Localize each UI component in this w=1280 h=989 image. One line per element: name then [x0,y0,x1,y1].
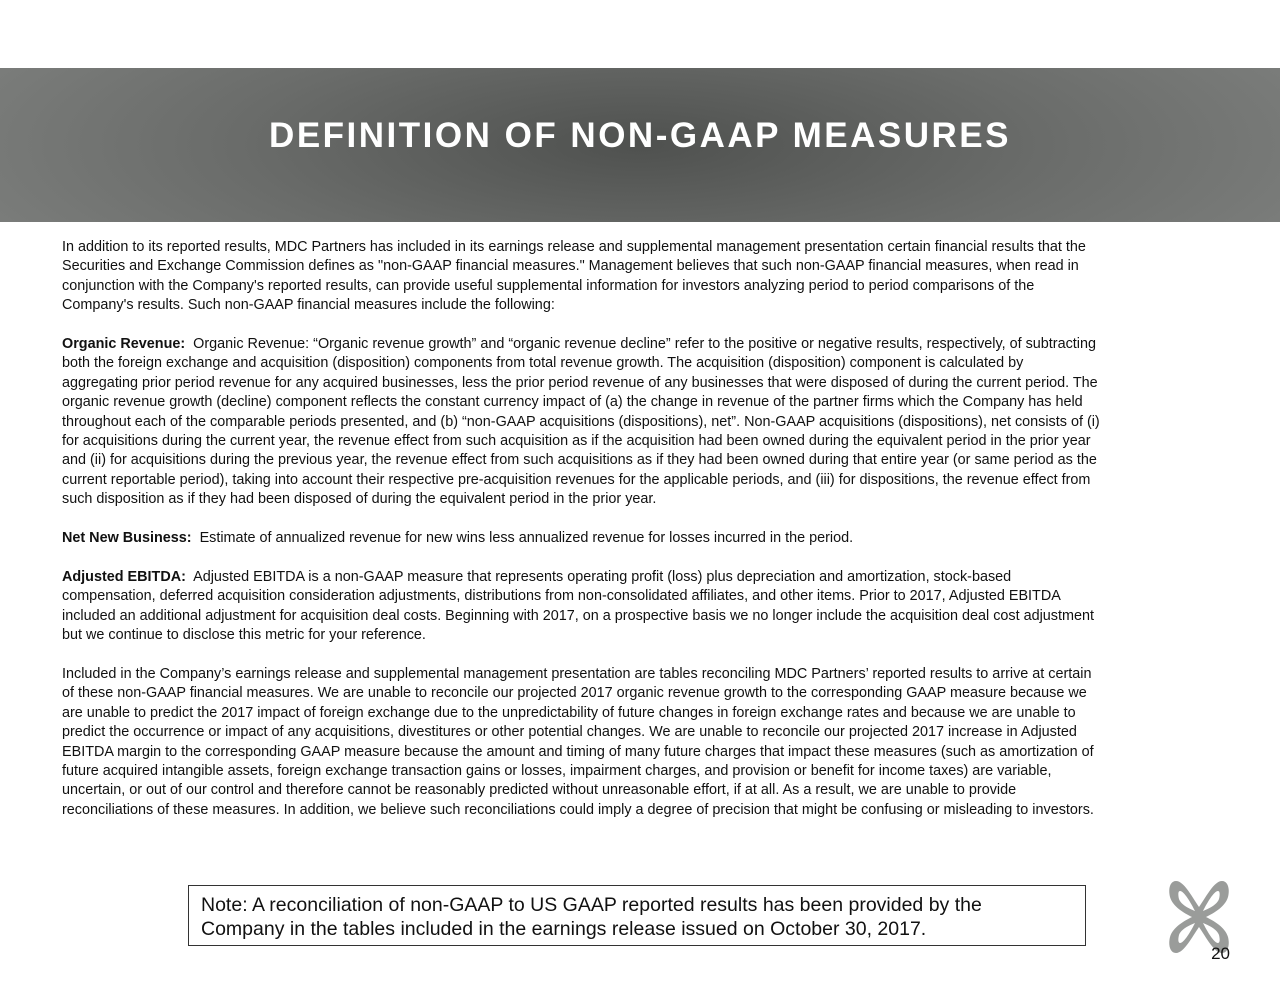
organic-revenue-line: current reportable period), taking into account their respective pre-acquisition revenues for the applicable periods, and (iii) for dispositions, the revenue effect from [62,471,1091,488]
intro-line: conjunction with the Company's reported results, can provide useful supplemental information for investors analyzing period to period comparisons of the [62,277,1035,294]
reconciliation-line: Included in the Company’s earnings release and supplemental management presentation are tables reconciling MDC Partners’ reported results to arrive at certain [62,665,1092,682]
net-new-business-line: Estimate of annualized revenue for new wins less annualized revenue for losses incurred in the period. [199,530,854,547]
organic-revenue-line: both the foreign exchange and acquisition (disposition) components from total revenue growth. The acquisition (disposition) component is calculated by [62,355,1024,372]
reconciliation-paragraph [62,665,1222,820]
organic-revenue-line: Organic Revenue: “Organic revenue growth” and “organic revenue decline” refer to the positive or negative results, respectively, of subtracting [193,336,1096,353]
organic-revenue-term: Organic Revenue: [62,336,186,353]
net-new-business-paragraph [62,529,1222,548]
note-line: Company in the tables included in the earnings release issued on October 30, 2017. [201,918,927,940]
reconciliation-line: of these non-GAAP financial measures. We are unable to reconcile our projected 2017 organic revenue growth to the corresponding GAAP measure because we [62,685,1087,702]
organic-revenue-line: throughout each of the comparable periods presented, and (b) “non-GAAP acquisitions (dispositions), net”. Non-GAAP acquisitions (dispositions), net consists of (i) [62,413,1100,430]
reconciliation-line: future acquired intangible assets, foreign exchange transaction gains or losses, impairment charges, and provision or benefit for income taxes) are variable, [62,762,1052,779]
note-box [188,885,1086,946]
reconciliation-line: uncertain, or out of our control and therefore cannot be reasonably predicted without unreasonable effort, if at all. As a result, we are unable to provide [62,782,1017,799]
adjusted-ebitda-paragraph [62,568,1222,646]
adjusted-ebitda-term: Adjusted EBITDA: [62,568,186,585]
organic-revenue-paragraph [62,335,1222,510]
adjusted-ebitda-line: Adjusted EBITDA is a non-GAAP measure that represents operating profit (loss) plus depreciation and amortization, stock-based [193,568,1012,585]
organic-revenue-line: and (ii) for acquisitions during the previous year, the revenue effect from such acquisitions as if they had been owned during that entire year (or same period as the [62,452,1097,469]
net-new-business-term: Net New Business: [62,530,192,547]
intro-line: Company's results. Such non-GAAP financial measures include the following: [62,297,555,314]
organic-revenue-line: for acquisitions during the current year, the revenue effect from such acquisition as if the acquisition had been owned during the equivalent period in the prior year [62,433,1091,450]
reconciliation-line: reconciliations of these measures. In addition, we believe such reconciliations could imply a degree of precision that might be confusing or misleading to investors. [62,801,1094,818]
reconciliation-line: predict the occurrence or impact of any acquisitions, divestitures or other potential changes. We are unable to reconcile our projected 2017 increase in Adjusted [62,724,1077,741]
reconciliation-line: are unable to predict the 2017 impact of foreign exchange due to the unpredictability of future changes in foreign exchange rates and because we are unable to [62,704,1076,721]
note-line: Note: A reconciliation of non-GAAP to US GAAP reported results has been provided by the [201,894,982,916]
body-text [62,238,1222,840]
organic-revenue-line: organic revenue growth (decline) component reflects the constant currency impact of (a) the change in revenue of the partner firms which the Company has held [62,394,1083,411]
adjusted-ebitda-line: included an additional adjustment for acquisition deal costs. Beginning with 2017, on a prospective basis we no longer include the acquisition deal cost adjustment [62,607,1094,624]
reconciliation-line: EBITDA margin to the corresponding GAAP measure because the amount and timing of many future charges that impact these measures (such as amortization of [62,743,1094,760]
organic-revenue-line: such disposition as if they had been disposed of during the equivalent period in the prior year. [62,491,657,508]
intro-line: Securities and Exchange Commission defines as "non-GAAP financial measures." Management believes that such non-GAAP financial measures, when read in [62,258,1079,275]
organic-revenue-line: aggregating prior period revenue for any acquired businesses, less the prior period revenue of any businesses that were disposed of during the current period. The [62,374,1098,391]
page-number: 20 [1211,944,1230,963]
adjusted-ebitda-line: compensation, deferred acquisition consideration adjustments, distributions from non-consolidated affiliates, and other items. Prior to 2017, Adjusted EBITDA [62,588,1061,605]
adjusted-ebitda-line: but we continue to disclose this metric for your reference. [62,627,426,644]
intro-line: In addition to its reported results, MDC Partners has included in its earnings release and supplemental management presentation certain financial results that the [62,239,1086,255]
intro-paragraph [62,238,1222,316]
page-title: DEFINITION OF NON-GAAP MEASURES [269,116,1011,155]
